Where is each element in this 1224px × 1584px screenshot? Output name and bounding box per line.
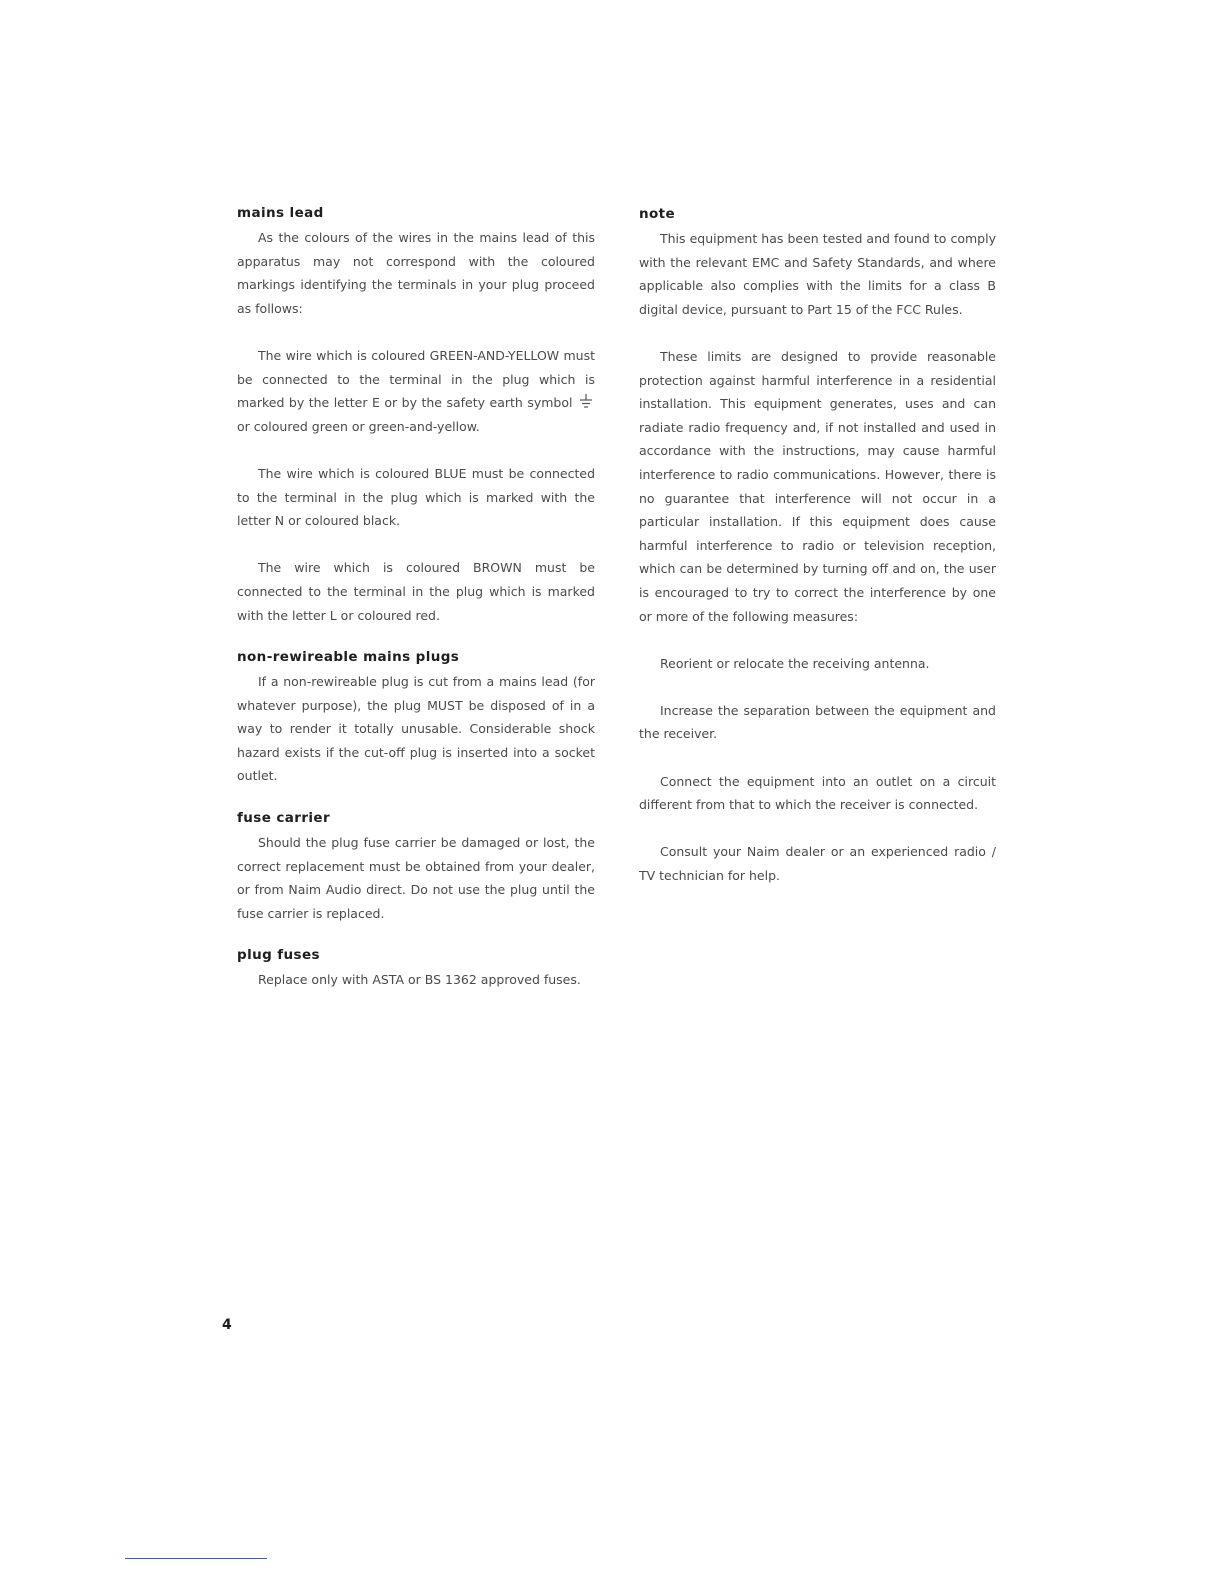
fuse-carrier-heading: fuse carrier [237, 810, 331, 827]
mains-lead-heading: mains lead [237, 205, 324, 221]
plug-fuses-paragraph: Replace only with ASTA or BS 1362 approved fuses. [258, 972, 581, 988]
note-paragraph-1: This equipment has been tested and found to comply with the relevant EMC and Safety Standards, and where applicable also complies with the limits for a class B digital device, pursuant to Part 15 of the FCC Rules. [639, 231, 996, 317]
fuse-carrier-paragraph: Should the plug fuse carrier be damaged or lost, the correct replacement must be obtained from your dealer, or from Naim Audio direct. Do not use the plug until the fuse carrier is replaced. [237, 835, 595, 921]
brown-wire-paragraph: The wire which is coloured BROWN must be connected to the terminal in the plug which is marked with the letter L or coloured red. [237, 560, 595, 623]
footer-rule [125, 1558, 267, 1559]
measure-reorient: Reorient or relocate the receiving antenna. [660, 655, 930, 671]
green-yellow-text: The wire which is coloured GREEN-AND-YELLOW must be connected to the terminal in the plug which is marked by the letter E or by the safety earth symbol [237, 347, 595, 411]
mains-lead-paragraph: As the colours of the wires in the mains lead of this apparatus may not correspond with the coloured markings identifying the terminals in your plug proceed as follows: [237, 230, 595, 316]
note-paragraph-2: These limits are designed to provide reasonable protection against harmful interference in a residential installation. This equipment generates, uses and can radiate radio frequency and, if not installed and used in accordance with the instructions, may cause harmful interference to radio communications. However, there is no guarantee that interference will not occur in a particular installation. If this equipment does cause harmful interference to radio or television reception, which can be determined by turning off and on, the user is encouraged to try to correct the interference by one or more of the following measures: [639, 348, 996, 624]
measure-outlet: Connect the equipment into an outlet on a circuit different from that to which the receiver is connected. [639, 773, 996, 813]
non-rewireable-heading: non-rewireable mains plugs [237, 649, 460, 666]
right-column [639, 204, 996, 888]
green-yellow-text-end: or coloured green or green-and-yellow. [237, 418, 480, 434]
left-column [237, 203, 595, 992]
non-rewireable-paragraph: If a non-rewireable plug is cut from a mains lead (for whatever purpose), the plug MUST be disposed of in a way to render it totally unusable. Considerable shock hazard exists if the cut-off plug is inserted into a socket outlet. [237, 674, 595, 784]
plug-fuses-heading: plug fuses [237, 947, 320, 964]
page-number: 4 [222, 1317, 232, 1333]
measure-separation: Increase the separation between the equipment and the receiver. [639, 702, 996, 742]
measure-consult: Consult your Naim dealer or an experienced radio / TV technician for help. [639, 844, 996, 884]
green-yellow-wire-paragraph [237, 344, 595, 438]
note-heading: note [639, 206, 676, 222]
blue-wire-paragraph: The wire which is coloured BLUE must be connected to the terminal in the plug which is marked with the letter N or coloured black. [237, 465, 595, 529]
earth-symbol-icon [579, 394, 593, 410]
